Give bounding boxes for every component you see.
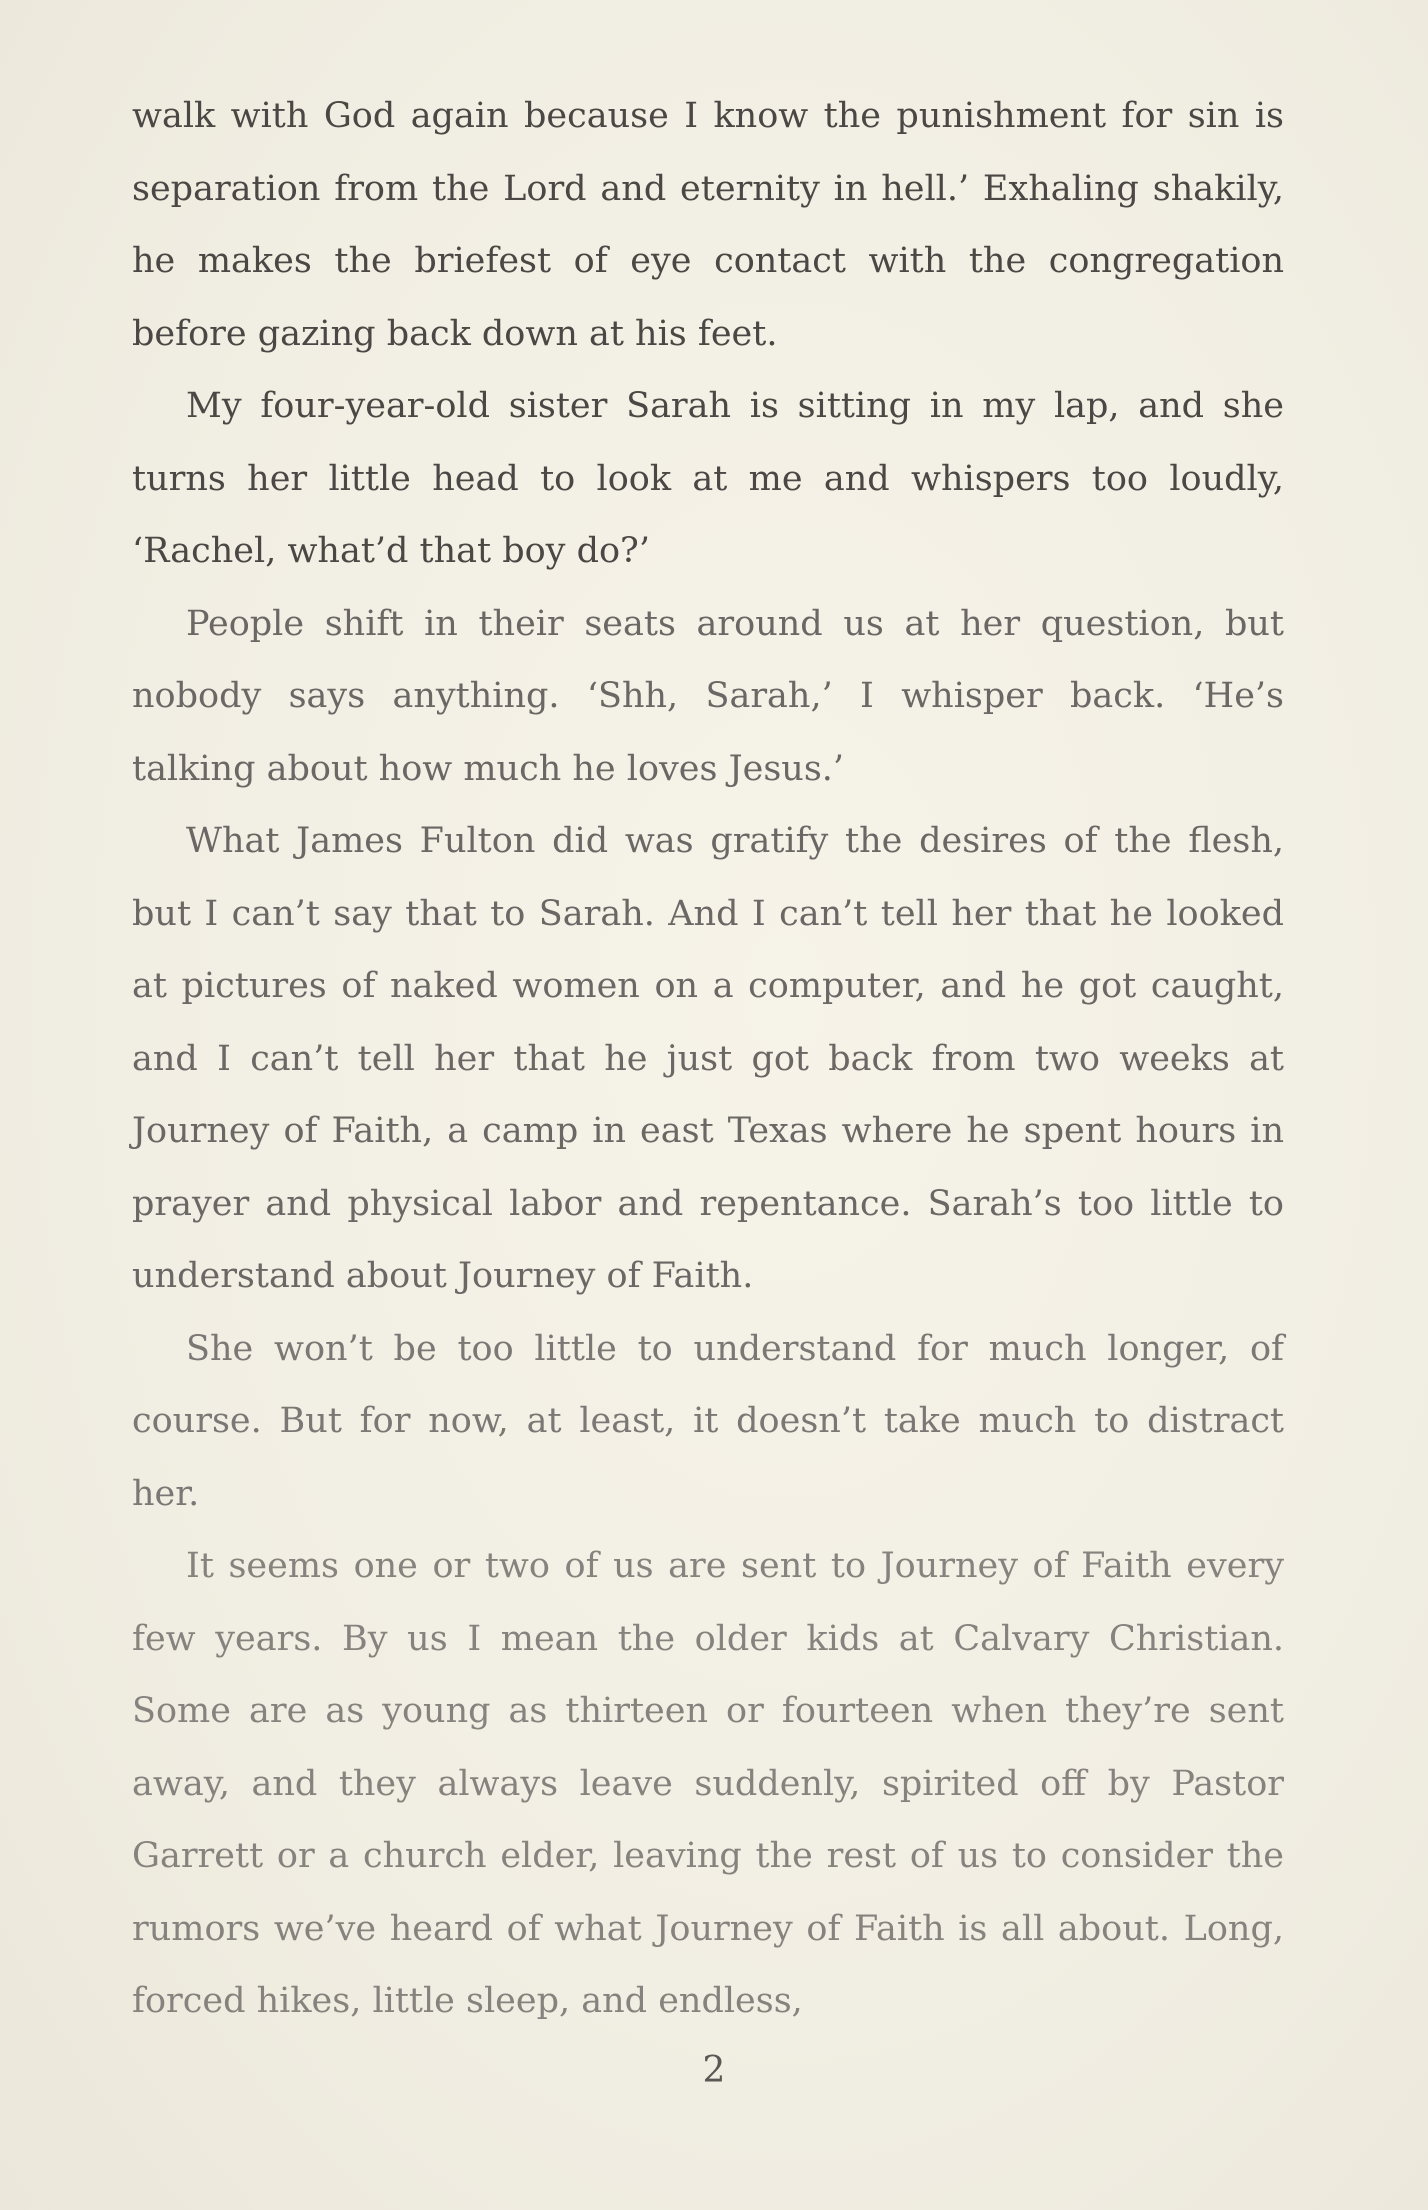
paragraph-6: It seems one or two of us are sent to Journey of Faith every few years. By us I mean the older kids at Calvary Christian. Some are as young as thirteen or fourteen when they’re sent away, and they always leave suddenly, spirited off by Pastor Garrett or a church elder, leaving the rest of us to consider the rumors we’ve heard of what Journey of Faith is all about. Long, forced hikes, little sleep, and endless,	[132, 1546, 1284, 2021]
paragraph-2: My four-year-old sister Sarah is sitting in my lap, and she turns her little head to look at me and whispers too loudly, ‘Rachel, what’d that boy do?’	[132, 386, 1284, 571]
page-number: 2	[702, 2050, 726, 2091]
paragraph-1: walk with God again because I know the punishment for sin is separation from the Lord and eternity in hell.’ Exhaling shakily, he makes the briefest of eye contact with the congregation before gazing back down at his feet.	[132, 96, 1284, 354]
paragraph-5: She won’t be too little to understand for much longer, of course. But for now, at least, it doesn’t take much to distract her.	[132, 1328, 1284, 1514]
paragraph-3: People shift in their seats around us at her question, but nobody says anything. ‘Shh, Sarah,’ I whisper back. ‘He’s talking about how much he loves Jesus.’	[132, 603, 1284, 789]
body-text	[132, 80, 1284, 2038]
paragraph-4: What James Fulton did was gratify the desires of the flesh, but I can’t say that to Sarah. And I can’t tell her that he looked at pictures of naked women on a computer, and he got caught, and I can’t tell her that he just got back from two weeks at Journey of Faith, a camp in east Texas where he spent hours in prayer and physical labor and repentance. Sarah’s too little to understand about Journey of Faith.	[132, 821, 1284, 1296]
